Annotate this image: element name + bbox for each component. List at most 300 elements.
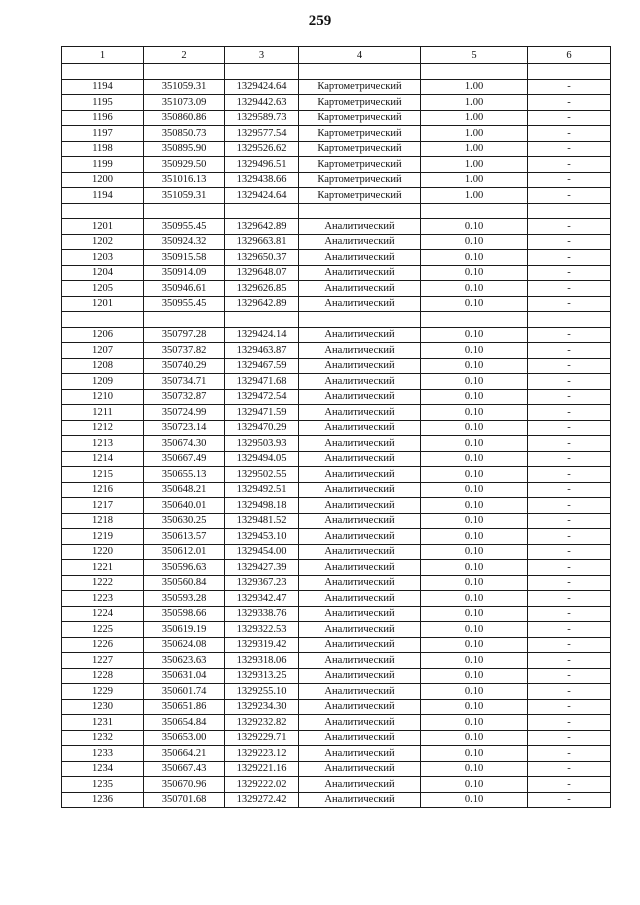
table-cell: 0.10 [421,622,528,638]
empty-cell [62,64,144,80]
empty-cell [225,203,299,219]
table-cell: 1329642.89 [225,219,299,235]
table-cell: 350724.99 [144,405,225,421]
table-cell: 350946.61 [144,281,225,297]
table-cell: - [528,792,611,808]
table-cell: Аналитический [299,296,421,312]
table-cell: 1.00 [421,188,528,204]
table-cell: 0.10 [421,250,528,266]
table-cell: - [528,591,611,607]
table-cell: 1329318.06 [225,653,299,669]
table-cell: 350924.32 [144,234,225,250]
column-header: 4 [299,47,421,64]
table-row [62,250,611,266]
table-cell: - [528,343,611,359]
table-cell: 350648.21 [144,482,225,498]
table-cell: - [528,374,611,390]
table-cell: 350601.74 [144,684,225,700]
table-cell: 0.10 [421,498,528,514]
table-cell: 1329467.59 [225,358,299,374]
table-cell: 1329234.30 [225,699,299,715]
table-cell: 1.00 [421,95,528,111]
table-cell: 1235 [62,777,144,793]
table-cell: 1329471.59 [225,405,299,421]
table-cell: 350596.63 [144,560,225,576]
empty-cell [144,312,225,328]
table-cell: 0.10 [421,637,528,653]
table-cell: 1329496.51 [225,157,299,173]
table-cell: - [528,358,611,374]
table-cell: 1198 [62,141,144,157]
table-cell: Картометрический [299,188,421,204]
table-cell: 0.10 [421,777,528,793]
table-cell: 1218 [62,513,144,529]
table-cell: 1329589.73 [225,110,299,126]
table-cell: 350734.71 [144,374,225,390]
table-cell: 0.10 [421,591,528,607]
table-cell: - [528,730,611,746]
table-cell: Аналитический [299,389,421,405]
table-cell: 350929.50 [144,157,225,173]
table-cell: - [528,746,611,762]
table-cell: 350674.30 [144,436,225,452]
table-cell: 0.10 [421,513,528,529]
table-cell: 350667.49 [144,451,225,467]
table-row [62,575,611,591]
table-cell: 1200 [62,172,144,188]
table-row [62,95,611,111]
table-cell: 0.10 [421,529,528,545]
empty-cell [62,312,144,328]
table-cell: - [528,219,611,235]
table-cell: - [528,157,611,173]
page-number: 259 [308,13,332,29]
table-row [62,327,611,343]
table-cell: Аналитический [299,451,421,467]
table-cell: 0.10 [421,730,528,746]
table-cell: 1329650.37 [225,250,299,266]
table-cell: 1207 [62,343,144,359]
table-cell: 1329648.07 [225,265,299,281]
table-cell: Аналитический [299,684,421,700]
table-cell: 1228 [62,668,144,684]
table-cell: 1230 [62,699,144,715]
table-cell: 350630.25 [144,513,225,529]
empty-cell [421,203,528,219]
table-cell: 1201 [62,296,144,312]
table-row [62,343,611,359]
table-cell: 350640.01 [144,498,225,514]
table-cell: 350740.29 [144,358,225,374]
table-cell: 1329424.64 [225,188,299,204]
table-cell: Аналитический [299,560,421,576]
table-cell: 1212 [62,420,144,436]
table-cell: 1199 [62,157,144,173]
table-row [62,110,611,126]
table-cell: Аналитический [299,637,421,653]
table-cell: 350955.45 [144,296,225,312]
table-row [62,172,611,188]
table-cell: - [528,606,611,622]
column-header: 1 [62,47,144,64]
table-cell: 0.10 [421,699,528,715]
table-cell: 350624.08 [144,637,225,653]
table-row [62,513,611,529]
table-cell: Аналитический [299,498,421,514]
table-cell: 1329626.85 [225,281,299,297]
table-row [62,157,611,173]
column-header: 5 [421,47,528,64]
table-cell: - [528,529,611,545]
table-cell: 1.00 [421,157,528,173]
table-cell: 350737.82 [144,343,225,359]
empty-cell [421,312,528,328]
table-cell: 1197 [62,126,144,142]
table-cell: 1216 [62,482,144,498]
table-cell: 350612.01 [144,544,225,560]
table-cell: 1231 [62,715,144,731]
table-cell: 350914.09 [144,265,225,281]
table-cell: - [528,405,611,421]
table-row [62,296,611,312]
separator-row [62,203,611,219]
table-cell: 0.10 [421,715,528,731]
table-cell: 1329454.00 [225,544,299,560]
table-cell: 1234 [62,761,144,777]
table-row [62,374,611,390]
table-cell: - [528,451,611,467]
table-cell: - [528,95,611,111]
table-cell: 1220 [62,544,144,560]
table-cell: 351016.13 [144,172,225,188]
table-cell: Аналитический [299,482,421,498]
table-cell: Аналитический [299,374,421,390]
table-cell: 350619.19 [144,622,225,638]
table-cell: 1203 [62,250,144,266]
table-cell: 0.10 [421,482,528,498]
table-cell: - [528,126,611,142]
table-cell: - [528,172,611,188]
table-cell: - [528,79,611,95]
table-cell: 1329642.89 [225,296,299,312]
table-cell: Аналитический [299,730,421,746]
table-cell: - [528,653,611,669]
table-cell: - [528,296,611,312]
table-cell: Картометрический [299,157,421,173]
table-cell: 1224 [62,606,144,622]
table-cell: 350797.28 [144,327,225,343]
table-row [62,467,611,483]
table-cell: 1213 [62,436,144,452]
table-cell: 1209 [62,374,144,390]
table-cell: 0.10 [421,374,528,390]
table-cell: Аналитический [299,653,421,669]
empty-cell [62,203,144,219]
table-cell: 1329472.54 [225,389,299,405]
table-cell: 0.10 [421,746,528,762]
table-row [62,653,611,669]
table-cell: 0.10 [421,560,528,576]
table-cell: 1232 [62,730,144,746]
table-cell: - [528,327,611,343]
table-cell: 1329492.51 [225,482,299,498]
table-header-row [62,47,611,64]
table-cell: 0.10 [421,668,528,684]
table-cell: 1329322.53 [225,622,299,638]
table-cell: 1219 [62,529,144,545]
table-cell: 1329577.54 [225,126,299,142]
table-cell: - [528,389,611,405]
table-cell: Аналитический [299,544,421,560]
table-cell: 0.10 [421,219,528,235]
table-row [62,699,611,715]
table-cell: 0.10 [421,575,528,591]
table-cell: - [528,668,611,684]
separator-row [62,312,611,328]
separator-row [62,64,611,80]
empty-cell [299,203,421,219]
table-cell: 1329313.25 [225,668,299,684]
table-row [62,498,611,514]
table-cell: 0.10 [421,343,528,359]
table-cell: 1329229.71 [225,730,299,746]
table-cell: Аналитический [299,777,421,793]
table-cell: Картометрический [299,141,421,157]
table-cell: 1211 [62,405,144,421]
table-cell: Аналитический [299,746,421,762]
table-cell: 350667.43 [144,761,225,777]
table-row [62,637,611,653]
table-cell: Аналитический [299,622,421,638]
table-cell: 1208 [62,358,144,374]
table-cell: - [528,281,611,297]
table-body [62,64,611,808]
table-cell: 0.10 [421,234,528,250]
table-row [62,188,611,204]
table-cell: - [528,467,611,483]
table-cell: - [528,637,611,653]
table-cell: 1329223.12 [225,746,299,762]
table-cell: - [528,436,611,452]
table-row [62,79,611,95]
table-cell: 1329338.76 [225,606,299,622]
table-row [62,715,611,731]
empty-cell [421,64,528,80]
table-cell: 1226 [62,637,144,653]
table-cell: 350850.73 [144,126,225,142]
table-cell: 1221 [62,560,144,576]
table-cell: 0.10 [421,281,528,297]
table-cell: 0.10 [421,606,528,622]
column-header: 2 [144,47,225,64]
table-row [62,591,611,607]
table-cell: 350732.87 [144,389,225,405]
table-cell: - [528,699,611,715]
table-cell: 1329367.23 [225,575,299,591]
table-row [62,761,611,777]
table-cell: Картометрический [299,79,421,95]
table-cell: 1.00 [421,172,528,188]
table-cell: 1233 [62,746,144,762]
table-cell: 350598.66 [144,606,225,622]
table-row [62,389,611,405]
table-cell: 1225 [62,622,144,638]
table-cell: 1.00 [421,141,528,157]
table-cell: Картометрический [299,110,421,126]
table-cell: - [528,141,611,157]
column-header: 6 [528,47,611,64]
table-cell: Картометрический [299,172,421,188]
table-row [62,544,611,560]
table-cell: - [528,265,611,281]
table-cell: Аналитический [299,699,421,715]
table-cell: Аналитический [299,591,421,607]
table-cell: Аналитический [299,358,421,374]
table-cell: 1210 [62,389,144,405]
table-row [62,730,611,746]
table-cell: 0.10 [421,761,528,777]
table-cell: 0.10 [421,653,528,669]
table-row [62,668,611,684]
table-cell: 1329494.05 [225,451,299,467]
table-cell: Аналитический [299,343,421,359]
table-cell: 1.00 [421,110,528,126]
table-cell: 1202 [62,234,144,250]
table-cell: 1329498.18 [225,498,299,514]
coordinates-table [61,46,611,808]
table-cell: 350655.13 [144,467,225,483]
table-cell: 1222 [62,575,144,591]
table-row [62,777,611,793]
table-cell: 351073.09 [144,95,225,111]
table-cell: 0.10 [421,296,528,312]
table-row [62,436,611,452]
table-cell: 1329502.55 [225,467,299,483]
table-cell: - [528,777,611,793]
table-cell: Аналитический [299,420,421,436]
table-cell: 1329342.47 [225,591,299,607]
table-row [62,126,611,142]
table-cell: 350654.84 [144,715,225,731]
table-cell: 1223 [62,591,144,607]
table-row [62,482,611,498]
table-cell: - [528,544,611,560]
table-cell: Аналитический [299,575,421,591]
table-cell: 351059.31 [144,188,225,204]
table-cell: Аналитический [299,327,421,343]
table-row [62,746,611,762]
column-header: 3 [225,47,299,64]
table-row [62,792,611,808]
table-cell: 1229 [62,684,144,700]
empty-cell [299,312,421,328]
table-cell: - [528,234,611,250]
table-cell: Аналитический [299,715,421,731]
table-cell: Аналитический [299,250,421,266]
table-cell: 1329319.42 [225,637,299,653]
table-cell: 0.10 [421,792,528,808]
table-cell: - [528,684,611,700]
table-cell: 350915.58 [144,250,225,266]
table-cell: 1201 [62,219,144,235]
table-cell: - [528,420,611,436]
table-cell: - [528,188,611,204]
table-cell: 1227 [62,653,144,669]
table-cell: Аналитический [299,265,421,281]
table-row [62,358,611,374]
table-cell: 0.10 [421,544,528,560]
table-cell: 0.10 [421,420,528,436]
table-cell: 351059.31 [144,79,225,95]
table-cell: Картометрический [299,95,421,111]
table-cell: Аналитический [299,792,421,808]
table-cell: Аналитический [299,405,421,421]
table-cell: Аналитический [299,219,421,235]
table-cell: 1329453.10 [225,529,299,545]
table-cell: 1215 [62,467,144,483]
table-cell: Аналитический [299,668,421,684]
table-cell: 0.10 [421,436,528,452]
table-cell: - [528,622,611,638]
table-cell: 0.10 [421,358,528,374]
empty-cell [528,203,611,219]
table-cell: 350560.84 [144,575,225,591]
table-cell: 1329427.39 [225,560,299,576]
table-row [62,219,611,235]
table-cell: 1329232.82 [225,715,299,731]
table-cell: Аналитический [299,234,421,250]
empty-cell [299,64,421,80]
table-cell: 0.10 [421,265,528,281]
table-row [62,451,611,467]
table-cell: 350651.86 [144,699,225,715]
table-cell: 350860.86 [144,110,225,126]
table-cell: 1236 [62,792,144,808]
empty-cell [225,64,299,80]
table-cell: 1329221.16 [225,761,299,777]
empty-cell [225,312,299,328]
table-cell: 1.00 [421,126,528,142]
table-cell: 350664.21 [144,746,225,762]
table-cell: 1329442.63 [225,95,299,111]
table-cell: 350623.63 [144,653,225,669]
table-row [62,560,611,576]
table-cell: 350895.90 [144,141,225,157]
table-cell: 0.10 [421,451,528,467]
table-cell: Аналитический [299,761,421,777]
table-cell: 1195 [62,95,144,111]
table-row [62,622,611,638]
table-cell: 0.10 [421,684,528,700]
table-cell: 1205 [62,281,144,297]
table-cell: - [528,498,611,514]
table-cell: 1217 [62,498,144,514]
table-cell: - [528,761,611,777]
table-cell: 1329222.02 [225,777,299,793]
table-row [62,265,611,281]
table-cell: 1329471.68 [225,374,299,390]
table-cell: - [528,482,611,498]
table-cell: Аналитический [299,436,421,452]
table-cell: 350613.57 [144,529,225,545]
table-cell: 350670.96 [144,777,225,793]
table-cell: 1214 [62,451,144,467]
table-cell: Аналитический [299,513,421,529]
table-row [62,141,611,157]
table-cell: - [528,575,611,591]
table-cell: 1206 [62,327,144,343]
table-row [62,281,611,297]
